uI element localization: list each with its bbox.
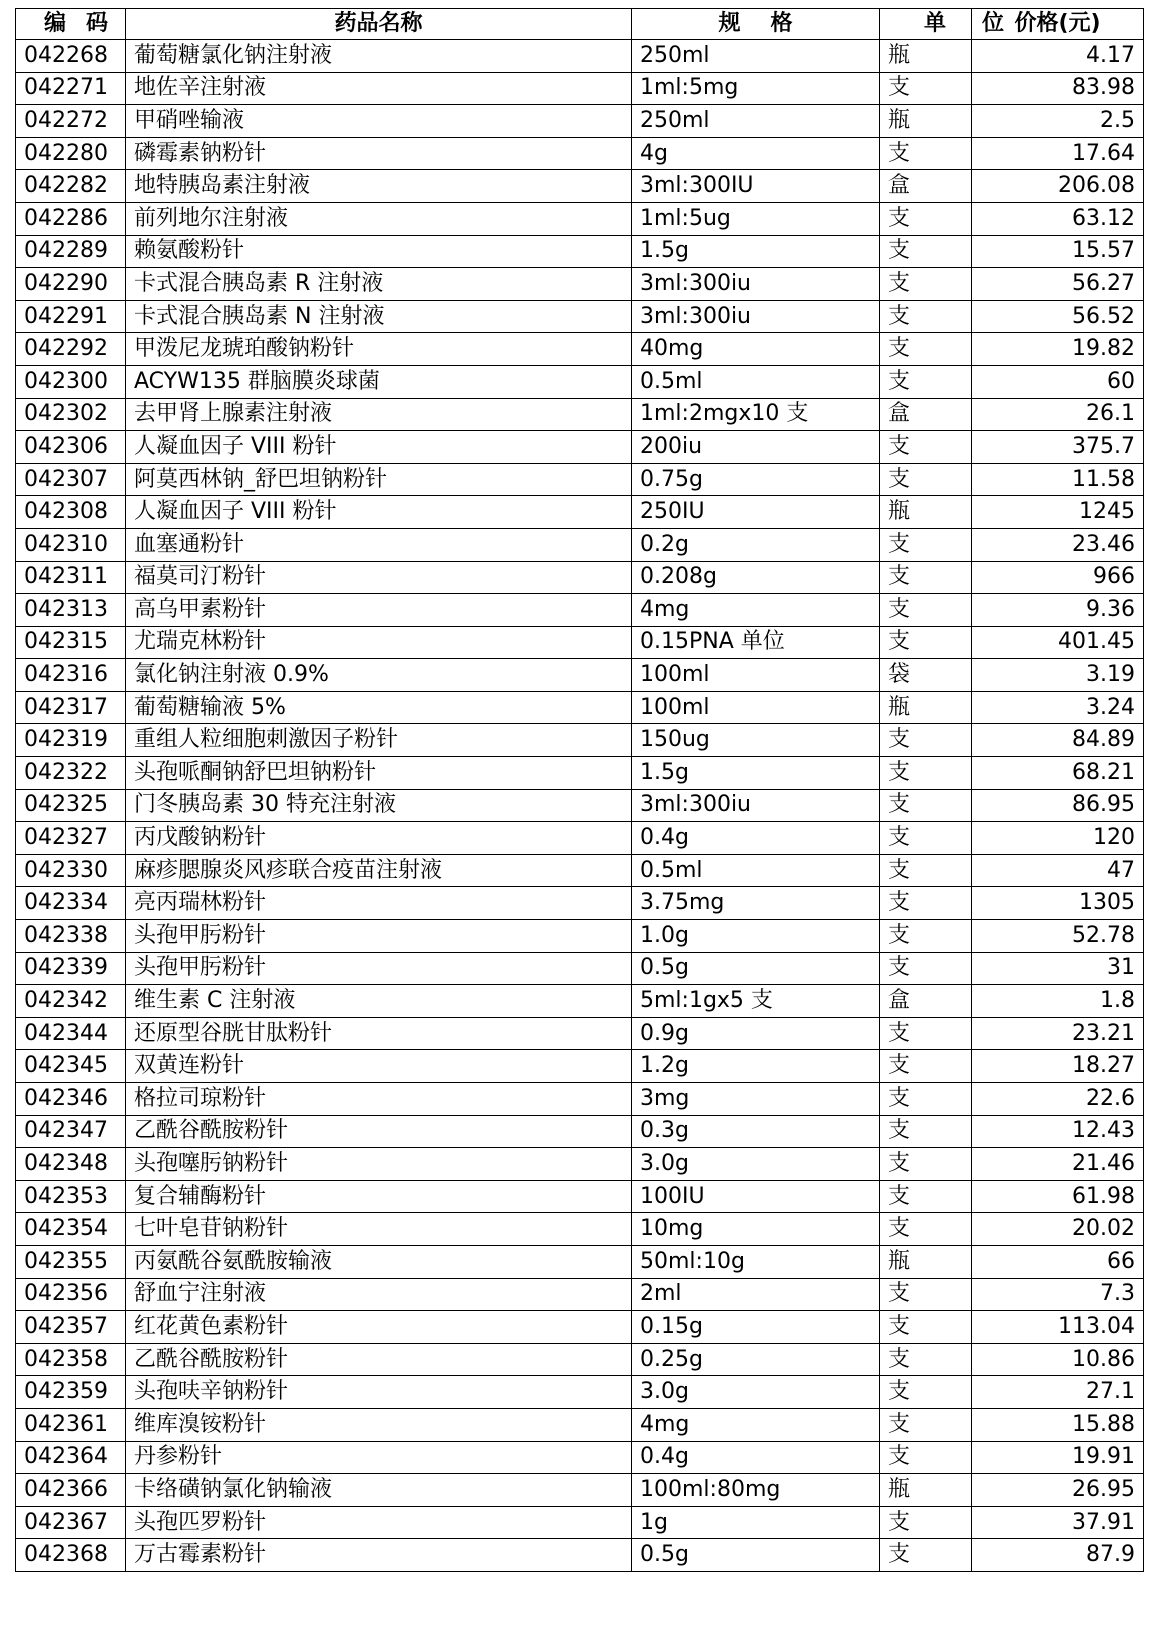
drug-unit: 盒 <box>880 170 972 203</box>
table-row <box>16 268 1144 301</box>
drug-price: 23.46 <box>972 528 1144 561</box>
table-row <box>16 398 1144 431</box>
drug-code: 042345 <box>16 1050 126 1083</box>
table-row <box>16 724 1144 757</box>
drug-price: 2.5 <box>972 105 1144 138</box>
drug-code: 042272 <box>16 105 126 138</box>
drug-unit: 瓶 <box>880 1245 972 1278</box>
table-row <box>16 789 1144 822</box>
drug-spec: 0.4g <box>632 822 880 855</box>
drug-price: 26.95 <box>972 1474 1144 1507</box>
table-row <box>16 1148 1144 1181</box>
drug-name: 乙酰谷酰胺粉针 <box>126 1115 632 1148</box>
drug-code: 042271 <box>16 72 126 105</box>
drug-unit: 瓶 <box>880 40 972 73</box>
drug-spec: 4g <box>632 137 880 170</box>
drug-price: 86.95 <box>972 789 1144 822</box>
drug-code: 042306 <box>16 431 126 464</box>
drug-spec: 3ml:300iu <box>632 300 880 333</box>
drug-spec: 1.0g <box>632 920 880 953</box>
drug-code: 042322 <box>16 757 126 790</box>
drug-name: 卡式混合胰岛素 R 注射液 <box>126 268 632 301</box>
drug-code: 042325 <box>16 789 126 822</box>
drug-unit: 支 <box>880 1115 972 1148</box>
drug-spec: 1ml:2mgx10 支 <box>632 398 880 431</box>
header-name: 药品名称 <box>126 9 632 40</box>
drug-unit: 支 <box>880 137 972 170</box>
drug-code: 042282 <box>16 170 126 203</box>
drug-spec: 0.15g <box>632 1311 880 1344</box>
table-row <box>16 594 1144 627</box>
drug-code: 042347 <box>16 1115 126 1148</box>
drug-price: 66 <box>972 1245 1144 1278</box>
drug-price: 20.02 <box>972 1213 1144 1246</box>
drug-code: 042300 <box>16 365 126 398</box>
drug-unit: 支 <box>880 887 972 920</box>
drug-unit: 盒 <box>880 398 972 431</box>
drug-unit: 瓶 <box>880 105 972 138</box>
drug-spec: 100ml <box>632 691 880 724</box>
drug-unit: 支 <box>880 854 972 887</box>
table-row <box>16 1083 1144 1116</box>
drug-unit: 支 <box>880 1213 972 1246</box>
drug-code: 042366 <box>16 1474 126 1507</box>
drug-code: 042339 <box>16 952 126 985</box>
drug-spec: 0.4g <box>632 1441 880 1474</box>
drug-price: 375.7 <box>972 431 1144 464</box>
drug-code: 042361 <box>16 1408 126 1441</box>
drug-code: 042367 <box>16 1506 126 1539</box>
drug-code: 042368 <box>16 1539 126 1572</box>
drug-price: 18.27 <box>972 1050 1144 1083</box>
drug-price: 401.45 <box>972 626 1144 659</box>
table-row <box>16 333 1144 366</box>
drug-unit: 支 <box>880 1180 972 1213</box>
drug-spec: 2ml <box>632 1278 880 1311</box>
drug-name: 麻疹腮腺炎风疹联合疫苗注射液 <box>126 854 632 887</box>
drug-code: 042342 <box>16 985 126 1018</box>
header-row <box>16 9 1144 40</box>
drug-spec: 1g <box>632 1506 880 1539</box>
drug-unit: 支 <box>880 1506 972 1539</box>
drug-name: 头孢甲肟粉针 <box>126 952 632 985</box>
drug-code: 042280 <box>16 137 126 170</box>
drug-code: 042310 <box>16 528 126 561</box>
drug-name: 维库溴铵粉针 <box>126 1408 632 1441</box>
drug-name: 红花黄色素粉针 <box>126 1311 632 1344</box>
drug-name: 阿莫西林钠_舒巴坦钠粉针 <box>126 463 632 496</box>
drug-name: 人凝血因子 VIII 粉针 <box>126 431 632 464</box>
drug-spec: 4mg <box>632 1408 880 1441</box>
table-row <box>16 1408 1144 1441</box>
drug-code: 042308 <box>16 496 126 529</box>
drug-unit: 支 <box>880 1050 972 1083</box>
drug-price: 12.43 <box>972 1115 1144 1148</box>
drug-name: 人凝血因子 VIII 粉针 <box>126 496 632 529</box>
drug-unit: 支 <box>880 1148 972 1181</box>
drug-name: 卡络磺钠氯化钠输液 <box>126 1474 632 1507</box>
table-row <box>16 1278 1144 1311</box>
drug-spec: 3.0g <box>632 1148 880 1181</box>
drug-unit: 支 <box>880 789 972 822</box>
drug-name: 葡萄糖输液 5% <box>126 691 632 724</box>
table-row <box>16 1017 1144 1050</box>
drug-code: 042353 <box>16 1180 126 1213</box>
drug-code: 042311 <box>16 561 126 594</box>
table-row <box>16 1180 1144 1213</box>
drug-price: 11.58 <box>972 463 1144 496</box>
table-row <box>16 463 1144 496</box>
drug-name: 舒血宁注射液 <box>126 1278 632 1311</box>
drug-unit: 支 <box>880 431 972 464</box>
table-row <box>16 822 1144 855</box>
drug-price: 68.21 <box>972 757 1144 790</box>
drug-name: 尤瑞克林粉针 <box>126 626 632 659</box>
drug-unit: 盒 <box>880 985 972 1018</box>
drug-name: 福莫司汀粉针 <box>126 561 632 594</box>
table-row <box>16 496 1144 529</box>
drug-spec: 0.2g <box>632 528 880 561</box>
drug-price: 7.3 <box>972 1278 1144 1311</box>
table-row <box>16 431 1144 464</box>
drug-spec: 0.5ml <box>632 365 880 398</box>
table-row <box>16 1213 1144 1246</box>
drug-name: 亮丙瑞林粉针 <box>126 887 632 920</box>
drug-spec: 250ml <box>632 40 880 73</box>
table-row <box>16 1245 1144 1278</box>
drug-unit: 支 <box>880 463 972 496</box>
drug-price: 27.1 <box>972 1376 1144 1409</box>
drug-code: 042302 <box>16 398 126 431</box>
drug-name: 去甲肾上腺素注射液 <box>126 398 632 431</box>
drug-price: 15.57 <box>972 235 1144 268</box>
drug-spec: 0.208g <box>632 561 880 594</box>
drug-spec: 100ml <box>632 659 880 692</box>
drug-unit: 支 <box>880 1278 972 1311</box>
drug-spec: 100ml:80mg <box>632 1474 880 1507</box>
drug-name: 乙酰谷酰胺粉针 <box>126 1343 632 1376</box>
table-row <box>16 691 1144 724</box>
drug-name: 丙氨酰谷氨酰胺输液 <box>126 1245 632 1278</box>
drug-code: 042330 <box>16 854 126 887</box>
drug-unit: 支 <box>880 300 972 333</box>
drug-spec: 0.5ml <box>632 854 880 887</box>
drug-price: 1305 <box>972 887 1144 920</box>
drug-unit: 支 <box>880 333 972 366</box>
drug-name: 头孢哌酮钠舒巴坦钠粉针 <box>126 757 632 790</box>
table-row <box>16 72 1144 105</box>
drug-unit: 支 <box>880 1083 972 1116</box>
drug-unit: 支 <box>880 528 972 561</box>
table-row <box>16 170 1144 203</box>
drug-name: 磷霉素钠粉针 <box>126 137 632 170</box>
drug-name: 卡式混合胰岛素 N 注射液 <box>126 300 632 333</box>
drug-name: 丙戊酸钠粉针 <box>126 822 632 855</box>
drug-unit: 瓶 <box>880 496 972 529</box>
drug-name: 葡萄糖氯化钠注射液 <box>126 40 632 73</box>
table-row <box>16 561 1144 594</box>
drug-spec: 0.5g <box>632 1539 880 1572</box>
table-row <box>16 235 1144 268</box>
drug-name: 格拉司琼粉针 <box>126 1083 632 1116</box>
drug-code: 042344 <box>16 1017 126 1050</box>
drug-name: 万古霉素粉针 <box>126 1539 632 1572</box>
drug-spec: 40mg <box>632 333 880 366</box>
drug-unit: 支 <box>880 235 972 268</box>
drug-spec: 0.3g <box>632 1115 880 1148</box>
drug-spec: 3.0g <box>632 1376 880 1409</box>
drug-name: 赖氨酸粉针 <box>126 235 632 268</box>
table-row <box>16 1441 1144 1474</box>
drug-name: 双黄连粉针 <box>126 1050 632 1083</box>
drug-unit: 支 <box>880 952 972 985</box>
drug-spec: 1ml:5mg <box>632 72 880 105</box>
drug-spec: 150ug <box>632 724 880 757</box>
drug-name: 复合辅酶粉针 <box>126 1180 632 1213</box>
table-header <box>16 9 1144 40</box>
drug-name: 门冬胰岛素 30 特充注射液 <box>126 789 632 822</box>
drug-price: 3.19 <box>972 659 1144 692</box>
drug-name: 头孢匹罗粉针 <box>126 1506 632 1539</box>
drug-unit: 支 <box>880 724 972 757</box>
drug-code: 042327 <box>16 822 126 855</box>
drug-code: 042286 <box>16 202 126 235</box>
drug-spec: 10mg <box>632 1213 880 1246</box>
drug-price: 120 <box>972 822 1144 855</box>
drug-name: 头孢呋辛钠粉针 <box>126 1376 632 1409</box>
drug-price: 19.82 <box>972 333 1144 366</box>
drug-name: 头孢噻肟钠粉针 <box>126 1148 632 1181</box>
drug-unit: 支 <box>880 757 972 790</box>
drug-unit: 支 <box>880 561 972 594</box>
drug-unit: 支 <box>880 268 972 301</box>
drug-price: 21.46 <box>972 1148 1144 1181</box>
table-row <box>16 1343 1144 1376</box>
drug-name: ACYW135 群脑膜炎球菌 <box>126 365 632 398</box>
drug-spec: 5ml:1gx5 支 <box>632 985 880 1018</box>
table-row <box>16 1506 1144 1539</box>
drug-spec: 1.5g <box>632 235 880 268</box>
drug-price: 83.98 <box>972 72 1144 105</box>
table-row <box>16 202 1144 235</box>
drug-spec: 0.9g <box>632 1017 880 1050</box>
table-row <box>16 920 1144 953</box>
table-row <box>16 1050 1144 1083</box>
table-row <box>16 528 1144 561</box>
table-row <box>16 1474 1144 1507</box>
table-row <box>16 300 1144 333</box>
table-row <box>16 952 1144 985</box>
drug-spec: 0.5g <box>632 952 880 985</box>
drug-code: 042292 <box>16 333 126 366</box>
drug-price: 15.88 <box>972 1408 1144 1441</box>
drug-name: 维生素 C 注射液 <box>126 985 632 1018</box>
drug-code: 042291 <box>16 300 126 333</box>
drug-price: 26.1 <box>972 398 1144 431</box>
drug-code: 042364 <box>16 1441 126 1474</box>
drug-code: 042356 <box>16 1278 126 1311</box>
table-row <box>16 105 1144 138</box>
drug-unit: 支 <box>880 626 972 659</box>
table-row <box>16 40 1144 73</box>
drug-price: 19.91 <box>972 1441 1144 1474</box>
drug-code: 042316 <box>16 659 126 692</box>
drug-unit: 支 <box>880 1441 972 1474</box>
drug-code: 042338 <box>16 920 126 953</box>
table-row <box>16 137 1144 170</box>
drug-code: 042290 <box>16 268 126 301</box>
drug-name: 甲泼尼龙琥珀酸钠粉针 <box>126 333 632 366</box>
table-row <box>16 854 1144 887</box>
drug-name: 氯化钠注射液 0.9% <box>126 659 632 692</box>
drug-spec: 3ml:300iu <box>632 789 880 822</box>
drug-price: 22.6 <box>972 1083 1144 1116</box>
drug-unit: 支 <box>880 1408 972 1441</box>
drug-code: 042357 <box>16 1311 126 1344</box>
drug-spec: 250ml <box>632 105 880 138</box>
drug-price: 3.24 <box>972 691 1144 724</box>
drug-price: 966 <box>972 561 1144 594</box>
drug-unit: 支 <box>880 72 972 105</box>
drug-name: 血塞通粉针 <box>126 528 632 561</box>
drug-unit: 瓶 <box>880 1474 972 1507</box>
drug-unit: 支 <box>880 594 972 627</box>
drug-unit: 支 <box>880 920 972 953</box>
drug-price: 61.98 <box>972 1180 1144 1213</box>
drug-unit: 支 <box>880 1017 972 1050</box>
drug-price: 87.9 <box>972 1539 1144 1572</box>
table-row <box>16 985 1144 1018</box>
drug-price: 37.91 <box>972 1506 1144 1539</box>
drug-code: 042317 <box>16 691 126 724</box>
drug-spec: 1.2g <box>632 1050 880 1083</box>
header-price: 价格(元) <box>972 9 1144 40</box>
table-body <box>16 40 1144 1572</box>
drug-price: 84.89 <box>972 724 1144 757</box>
drug-unit: 支 <box>880 1539 972 1572</box>
drug-code: 042313 <box>16 594 126 627</box>
drug-price: 52.78 <box>972 920 1144 953</box>
drug-spec: 50ml:10g <box>632 1245 880 1278</box>
drug-spec: 1ml:5ug <box>632 202 880 235</box>
drug-price: 47 <box>972 854 1144 887</box>
drug-code: 042354 <box>16 1213 126 1246</box>
table-row <box>16 1376 1144 1409</box>
table-row <box>16 1311 1144 1344</box>
drug-code: 042355 <box>16 1245 126 1278</box>
drug-price: 9.36 <box>972 594 1144 627</box>
drug-code: 042346 <box>16 1083 126 1116</box>
drug-unit: 支 <box>880 1311 972 1344</box>
header-spec: 规格 <box>632 9 880 40</box>
header-code: 编码 <box>16 9 126 40</box>
drug-name: 还原型谷胱甘肽粉针 <box>126 1017 632 1050</box>
drug-code: 042348 <box>16 1148 126 1181</box>
drug-spec: 250IU <box>632 496 880 529</box>
drug-price: 1245 <box>972 496 1144 529</box>
table-row <box>16 757 1144 790</box>
drug-price-table <box>15 8 1144 1572</box>
drug-code: 042315 <box>16 626 126 659</box>
drug-price: 56.52 <box>972 300 1144 333</box>
drug-unit: 支 <box>880 202 972 235</box>
drug-name: 甲硝唑输液 <box>126 105 632 138</box>
table-row <box>16 659 1144 692</box>
drug-name: 七叶皂苷钠粉针 <box>126 1213 632 1246</box>
drug-spec: 4mg <box>632 594 880 627</box>
drug-name: 丹参粉针 <box>126 1441 632 1474</box>
drug-unit: 瓶 <box>880 691 972 724</box>
drug-name: 地佐辛注射液 <box>126 72 632 105</box>
drug-spec: 0.75g <box>632 463 880 496</box>
drug-unit: 支 <box>880 1343 972 1376</box>
table-row <box>16 1539 1144 1572</box>
drug-spec: 3ml:300IU <box>632 170 880 203</box>
table-row <box>16 626 1144 659</box>
drug-spec: 3mg <box>632 1083 880 1116</box>
drug-price: 60 <box>972 365 1144 398</box>
drug-code: 042319 <box>16 724 126 757</box>
drug-unit: 支 <box>880 365 972 398</box>
drug-code: 042307 <box>16 463 126 496</box>
drug-name: 头孢甲肟粉针 <box>126 920 632 953</box>
drug-price: 31 <box>972 952 1144 985</box>
drug-price: 206.08 <box>972 170 1144 203</box>
drug-unit: 支 <box>880 1376 972 1409</box>
drug-price: 10.86 <box>972 1343 1144 1376</box>
drug-name: 高乌甲素粉针 <box>126 594 632 627</box>
drug-price: 4.17 <box>972 40 1144 73</box>
drug-spec: 1.5g <box>632 757 880 790</box>
drug-spec: 0.25g <box>632 1343 880 1376</box>
drug-spec: 3.75mg <box>632 887 880 920</box>
drug-name: 重组人粒细胞刺激因子粉针 <box>126 724 632 757</box>
drug-spec: 100IU <box>632 1180 880 1213</box>
drug-code: 042268 <box>16 40 126 73</box>
drug-code: 042334 <box>16 887 126 920</box>
drug-price: 23.21 <box>972 1017 1144 1050</box>
table-row <box>16 365 1144 398</box>
drug-price: 113.04 <box>972 1311 1144 1344</box>
header-unit: 单位 <box>880 9 972 40</box>
drug-price: 17.64 <box>972 137 1144 170</box>
drug-name: 前列地尔注射液 <box>126 202 632 235</box>
table-row <box>16 887 1144 920</box>
drug-price: 1.8 <box>972 985 1144 1018</box>
drug-spec: 200iu <box>632 431 880 464</box>
drug-spec: 0.15PNA 单位 <box>632 626 880 659</box>
drug-price: 63.12 <box>972 202 1144 235</box>
drug-name: 地特胰岛素注射液 <box>126 170 632 203</box>
drug-unit: 支 <box>880 822 972 855</box>
drug-code: 042358 <box>16 1343 126 1376</box>
drug-code: 042289 <box>16 235 126 268</box>
drug-price: 56.27 <box>972 268 1144 301</box>
table-row <box>16 1115 1144 1148</box>
drug-unit: 袋 <box>880 659 972 692</box>
drug-spec: 3ml:300iu <box>632 268 880 301</box>
drug-code: 042359 <box>16 1376 126 1409</box>
